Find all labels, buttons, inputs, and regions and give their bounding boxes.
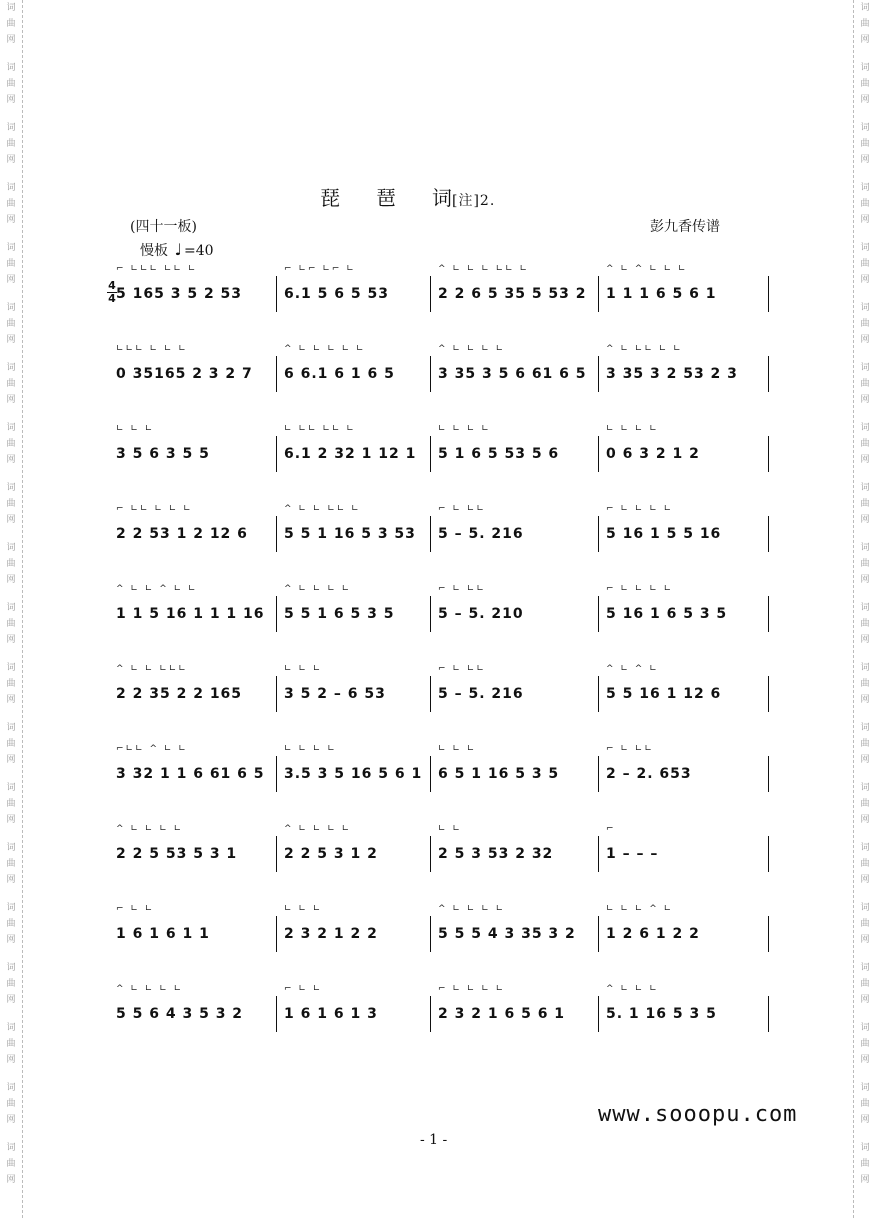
fingering-marks: ^ ∟ ∟ ∟ ∟ [438,904,506,914]
jianpu-notes: 5 5 16 1 12 6 [606,686,722,702]
fingering-marks: ^ ∟ ∟∟ ∟ ∟ [606,344,683,354]
fingering-marks: ⌐ ∟ ∟∟ [438,584,486,594]
measure [602,422,772,492]
fingering-marks: ^ ∟ ^ ∟ ∟ ∟ [606,264,688,274]
watermark-block: 词 曲 网 [6,183,16,225]
measure [280,582,434,652]
measure [112,502,280,572]
fingering-marks: ⌐ ∟ ∟∟ [438,504,486,514]
quarter-note-icon: ♩ [174,240,182,259]
measure [434,982,602,1052]
watermark-block: 词 曲 网 [860,543,870,585]
measure [602,262,772,332]
measure [112,262,280,332]
score-title [320,182,495,211]
page-number: - 1 - [420,1132,448,1148]
jianpu-notes: 3 35 3 2 53 2 3 [606,366,738,382]
jianpu-notes: 5 16 1 5 5 16 [606,526,722,542]
measure [280,822,434,892]
score-row [112,502,772,572]
fingering-marks: ∟ ∟ ∟ ∟ [606,424,659,434]
watermark-block: 词 曲 网 [860,963,870,1005]
barline [768,436,769,472]
fingering-marks: ^ ∟ ∟ ∟∟ ∟ [284,504,361,514]
fingering-marks: ∟∟∟ ∟ ∟ ∟ [116,344,188,354]
jianpu-notes: 6.1 5 6 5 53 [284,286,390,302]
time-signature-top: 4 [108,279,116,292]
fingering-marks: ^ ∟ ∟ ^ ∟ ∟ [116,584,198,594]
fingering-marks: ^ ∟ ∟ ∟ ∟ [284,824,352,834]
barline [430,436,431,472]
fingering-marks: ⌐ ∟ ∟ ∟ ∟ [438,984,506,994]
measure [434,582,602,652]
fingering-marks: ^ ∟ ∟ ∟ ∟ [116,984,184,994]
measure [112,742,280,812]
measure [280,902,434,972]
measure [434,742,602,812]
jianpu-notes: 0 6 3 2 1 2 [606,446,700,462]
barline [768,276,769,312]
jianpu-notes: 2 2 6 5 35 5 53 2 [438,286,587,302]
barline [768,356,769,392]
jianpu-notes: 5 16 1 6 5 3 5 [606,606,728,622]
fingering-marks: ∟ ∟ [438,824,462,834]
watermark-block: 词 曲 网 [6,1023,16,1065]
measure [112,422,280,492]
measure [280,262,434,332]
watermark-block: 词 曲 网 [6,1083,16,1125]
watermark-block: 词 曲 网 [860,63,870,105]
barline [430,516,431,552]
jianpu-notes: 5 – 5. 216 [438,526,524,542]
barline [276,436,277,472]
barline [276,756,277,792]
measure [602,662,772,732]
watermark-block: 词 曲 网 [6,843,16,885]
title-char: 词 [432,186,452,210]
measure [602,822,772,892]
measure [434,502,602,572]
fingering-marks: ^ ∟ ∟ ∟ [606,984,659,994]
measure [280,502,434,572]
jianpu-notes: 1 1 5 16 1 1 1 16 [116,606,265,622]
watermark-block: 词 曲 网 [6,3,16,45]
fingering-marks: ^ ∟ ∟ ∟ ∟∟ ∟ [438,264,530,274]
barline [768,756,769,792]
watermark-block: 词 曲 网 [6,723,16,765]
fingering-marks: ∟ ∟ ∟ ∟ [284,744,337,754]
watermark-block: 词 曲 网 [860,3,870,45]
barline [598,596,599,632]
fingering-marks: ^ ∟ ^ ∟ [606,664,659,674]
watermark-block: 词 曲 网 [860,1023,870,1065]
fingering-marks: ^ ∟ ∟ ∟ ∟ ∟ [284,344,366,354]
fingering-marks: ∟ ∟ ∟ [284,664,323,674]
fingering-marks: ⌐ ∟ ∟ ∟ ∟ [606,504,674,514]
watermark-block: 词 曲 网 [860,183,870,225]
barline [276,596,277,632]
barline [430,676,431,712]
jianpu-notes: 5. 1 16 5 3 5 [606,1006,717,1022]
barline [276,276,277,312]
measure [280,662,434,732]
barline [598,996,599,1032]
barline [768,676,769,712]
tempo-value: =40 [184,243,214,259]
barline [598,436,599,472]
fingering-marks: ⌐ ∟⌐ ∟⌐ ∟ [284,264,356,274]
measure [280,982,434,1052]
title-char: 琵 [320,186,340,210]
jianpu-notes: 0 35165 2 3 2 7 [116,366,253,382]
jianpu-notes: 1 2 6 1 2 2 [606,926,700,942]
jianpu-notes: 6 5 1 16 5 3 5 [438,766,560,782]
fingering-marks: ^ ∟ ∟ ∟∟∟ [116,664,188,674]
fingering-marks: ∟ ∟ ∟ [284,904,323,914]
measure [602,502,772,572]
barline [768,516,769,552]
measure [112,982,280,1052]
jianpu-notes: 1 1 1 6 5 6 1 [606,286,717,302]
watermark-block: 词 曲 网 [860,663,870,705]
watermark-block: 词 曲 网 [6,423,16,465]
measure [434,262,602,332]
time-signature-bottom: 4 [108,292,116,305]
jianpu-notes: 3 5 2 – 6 53 [284,686,386,702]
measure [112,342,280,412]
measure [112,822,280,892]
measure [434,342,602,412]
fingering-marks: ⌐ ∟ ∟ [116,904,155,914]
barline [430,596,431,632]
score-row [112,902,772,972]
attribution: 彭九香传谱 [650,219,720,235]
jianpu-notes: 5 165 3 5 2 53 [116,286,243,302]
barline [598,916,599,952]
jianpu-notes: 2 2 5 53 5 3 1 [116,846,238,862]
jianpu-notes: 2 5 3 53 2 32 [438,846,554,862]
barline [768,916,769,952]
score-row [112,742,772,812]
watermark-block: 词 曲 网 [860,123,870,165]
measure [434,662,602,732]
left-watermark-column [0,0,23,1218]
fingering-marks: ⌐ ∟ ∟∟ [606,744,654,754]
fingering-marks: ^ ∟ ∟ ∟ ∟ [438,344,506,354]
site-url: www.sooopu.com [598,1102,798,1127]
barline [276,516,277,552]
barline [276,836,277,872]
barline [430,836,431,872]
measure [434,422,602,492]
measure [602,742,772,812]
barline [768,836,769,872]
subtitle-beats: (四十一板) [130,219,197,235]
fingering-marks: ^ ∟ ∟ ∟ ∟ [284,584,352,594]
barline [768,996,769,1032]
watermark-block: 词 曲 网 [6,243,16,285]
score-row [112,262,772,332]
measure [280,742,434,812]
measure [434,902,602,972]
watermark-block: 词 曲 网 [6,123,16,165]
barline [598,276,599,312]
jianpu-notes: 1 6 1 6 1 1 [116,926,210,942]
score-row [112,582,772,652]
watermark-block: 词 曲 网 [6,483,16,525]
watermark-block: 词 曲 网 [860,1083,870,1125]
barline [276,356,277,392]
score-row [112,662,772,732]
barline [598,356,599,392]
fingering-marks: ⌐ ∟ ∟ ∟ ∟ [606,584,674,594]
fingering-marks: ∟ ∟ ∟ ∟ [438,424,491,434]
measure [112,582,280,652]
jianpu-notes: 5 5 5 4 3 35 3 2 [438,926,576,942]
jianpu-notes: 2 2 35 2 2 165 [116,686,243,702]
tempo-label: 慢板 [140,243,168,259]
barline [430,276,431,312]
fingering-marks: ⌐ ∟ ∟ [284,984,323,994]
watermark-block: 词 曲 网 [6,783,16,825]
watermark-block: 词 曲 网 [6,63,16,105]
jianpu-notes: 5 – 5. 210 [438,606,524,622]
watermark-block: 词 曲 网 [860,243,870,285]
measure [602,582,772,652]
score-row [112,982,772,1052]
watermark-block: 词 曲 网 [860,843,870,885]
fingering-marks: ⌐∟∟ ^ ∟ ∟ [116,744,188,754]
measure [434,822,602,892]
tempo-marking [140,240,214,260]
measure [602,342,772,412]
barline [598,676,599,712]
fingering-marks: ⌐ ∟ ∟∟ [438,664,486,674]
fingering-marks: ⌐ ∟∟ ∟ ∟ ∟ [116,504,193,514]
jianpu-notes: 2 3 2 1 6 5 6 1 [438,1006,566,1022]
watermark-block: 词 曲 网 [6,963,16,1005]
fingering-marks: ∟ ∟∟ ∟∟ ∟ [284,424,356,434]
watermark-block: 词 曲 网 [860,783,870,825]
watermark-block: 词 曲 网 [860,1143,870,1185]
measure [280,342,434,412]
watermark-block: 词 曲 网 [860,483,870,525]
barline [598,516,599,552]
watermark-block: 词 曲 网 [6,1143,16,1185]
score-row [112,822,772,892]
barline [598,836,599,872]
jianpu-notes: 3 32 1 1 6 61 6 5 [116,766,265,782]
watermark-block: 词 曲 网 [6,543,16,585]
fingering-marks: ^ ∟ ∟ ∟ ∟ [116,824,184,834]
barline [430,916,431,952]
barline [430,356,431,392]
barline [276,996,277,1032]
barline [430,756,431,792]
jianpu-notes: 3 5 6 3 5 5 [116,446,210,462]
jianpu-notes: 3 35 3 5 6 61 6 5 [438,366,587,382]
fingering-marks: ⌐ ∟∟∟ ∟∟ ∟ [116,264,198,274]
barline [276,676,277,712]
measure [602,982,772,1052]
watermark-block: 词 曲 网 [860,423,870,465]
jianpu-notes: 2 – 2. 653 [606,766,692,782]
jianpu-notes: 3.5 3 5 16 5 6 1 [284,766,423,782]
jianpu-notes: 1 – – – [606,846,659,862]
right-watermark-column [853,0,876,1218]
measure [112,662,280,732]
fingering-marks: ∟ ∟ ∟ [438,744,477,754]
measure [602,902,772,972]
barline [276,916,277,952]
watermark-block: 词 曲 网 [6,303,16,345]
jianpu-notes: 5 1 6 5 53 5 6 [438,446,560,462]
watermark-block: 词 曲 网 [6,663,16,705]
jianpu-notes: 2 3 2 1 2 2 [284,926,378,942]
measure [280,422,434,492]
title-char: 琶 [376,186,396,210]
jianpu-notes: 1 6 1 6 1 3 [284,1006,378,1022]
fingering-marks: ∟ ∟ ∟ [116,424,155,434]
jianpu-notes: 6 6.1 6 1 6 5 [284,366,395,382]
jianpu-notes: 5 5 1 6 5 3 5 [284,606,395,622]
watermark-block: 词 曲 网 [860,723,870,765]
barline [430,996,431,1032]
watermark-block: 词 曲 网 [860,603,870,645]
jianpu-notes: 5 5 1 16 5 3 53 [284,526,416,542]
jianpu-notes: 2 2 5 3 1 2 [284,846,378,862]
watermark-block: 词 曲 网 [6,363,16,405]
jianpu-notes: 6.1 2 32 1 12 1 [284,446,417,462]
watermark-block: 词 曲 网 [860,363,870,405]
jianpu-notes: 5 – 5. 216 [438,686,524,702]
watermark-block: 词 曲 网 [860,303,870,345]
watermark-block: 词 曲 网 [6,903,16,945]
watermark-block: 词 曲 网 [6,603,16,645]
measure [112,902,280,972]
title-note: [注]2. [452,193,496,209]
fingering-marks: ⌐ [606,824,616,834]
barline [598,756,599,792]
barline [768,596,769,632]
jianpu-notes: 2 2 53 1 2 12 6 [116,526,248,542]
score-row [112,422,772,492]
jianpu-notes: 5 5 6 4 3 5 3 2 [116,1006,244,1022]
fingering-marks: ∟ ∟ ∟ ^ ∟ [606,904,674,914]
watermark-block: 词 曲 网 [860,903,870,945]
score-row [112,342,772,412]
